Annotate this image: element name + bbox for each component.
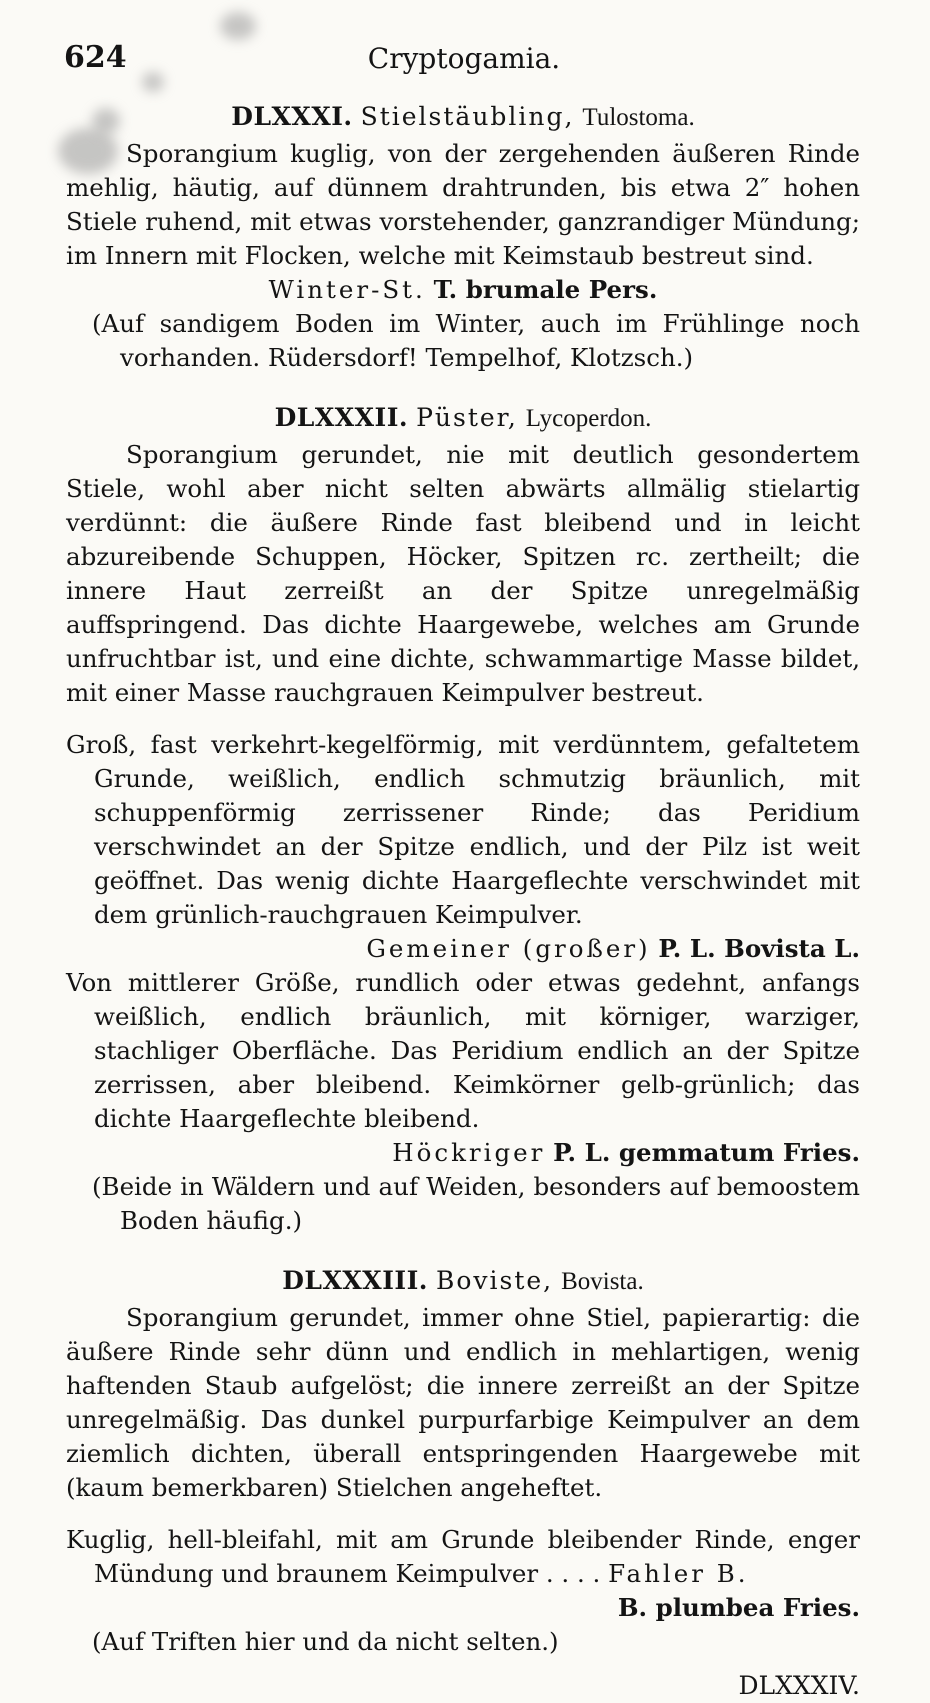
habitat-note: (Auf Triften hier und da nicht selten.) bbox=[92, 1627, 559, 1656]
running-title: Cryptogamia. bbox=[367, 42, 561, 75]
section-number: DLXXXII. bbox=[274, 403, 409, 432]
species-german: Fahler B. bbox=[608, 1559, 749, 1588]
species-german: Gemeiner (großer) bbox=[366, 934, 651, 963]
species-description-text: Kuglig, hell-bleifahl, mit am Grunde bleibender Rinde, enger Mündung und braunem Keimpulver . . . . bbox=[66, 1525, 860, 1588]
species-description bbox=[66, 1523, 860, 1591]
species-name bbox=[66, 932, 860, 966]
genus-german: Stielstäubling, bbox=[360, 102, 575, 131]
section-number: DLXXXIII. bbox=[282, 1266, 428, 1295]
page-number: 624 bbox=[64, 40, 127, 75]
genus-latin: Lycoperdon. bbox=[525, 405, 652, 432]
page-body bbox=[66, 100, 860, 1703]
species-german: Winter-St. bbox=[268, 275, 426, 304]
section-heading bbox=[66, 1264, 860, 1299]
genus-description: Sporangium gerundet, immer ohne Stiel, papierartig: die äußere Rinde sehr dünn und endlich in mehlartigen, wenig haftenden Staub aufgelöst; die innere zerreißt an der Spitze unregelmäßig. Das dunkel purpurfarbige Keimpulver an dem ziemlich dichten, überall entspringenden Haargewebe mit (kaum bemerkbaren) Stielchen angeheftet. bbox=[66, 1303, 860, 1502]
genus-description: Sporangium gerundet, nie mit deutlich gesondertem Stiele, wohl aber nicht selten abwärts allmälig stielartig verdünnt: die äußere Rinde fast bleibend und in leicht abzureibende Schuppen, Höcker, Spitzen rc. zertheilt; die innere Haut zerreißt an der Spitze unregelmäßig auffspringend. Das dichte Haargewebe, welches am Grunde unfruchtbar ist, und eine dichte, schwammartige Masse bildet, mit einer Masse rauchgrauen Keimpulver bestreut. bbox=[66, 440, 860, 707]
genus-german: Püster, bbox=[416, 403, 518, 432]
section-number: DLXXXI. bbox=[231, 102, 353, 131]
genus-description: Sporangium kuglig, von der zergehenden äußeren Rinde mehlig, häutig, auf dünnem drahtrunden, bis etwa 2″ hohen Stiele ruhend, mit etwas vorstehender, ganzrandiger Mündung; im Innern mit Flocken, welche mit Keimstaub bestreut sind. bbox=[66, 139, 860, 270]
genus-latin: Tulostoma. bbox=[582, 104, 695, 131]
species-description: Von mittlerer Größe, rundlich oder etwas gedehnt, anfangs weißlich, endlich bräunlich, mit körniger, warziger, stachliger Oberfläche. Das Peridium endlich an der Spitze zerrissen, aber bleibend. Keimkörner gelb-grünlich; das dichte Haargeflechte bleibend. bbox=[66, 968, 860, 1133]
habitat-note: (Beide in Wäldern und auf Weiden, besonders auf bemoostem Boden häufig.) bbox=[92, 1172, 860, 1235]
habitat-note: (Auf sandigem Boden im Winter, auch im Frühlinge noch vorhanden. Rüdersdorf! Tempelhof, Klotzsch.) bbox=[92, 309, 860, 372]
genus-german: Boviste, bbox=[435, 1266, 554, 1295]
stain-mark bbox=[220, 12, 256, 40]
genus-latin: Bovista. bbox=[561, 1268, 644, 1295]
species-latin: B. plumbea Fries. bbox=[617, 1593, 860, 1622]
catchword: DLXXXIV. bbox=[738, 1671, 860, 1700]
page-header bbox=[64, 40, 864, 84]
species-latin: P. L. gemmatum Fries. bbox=[553, 1138, 860, 1167]
species-name bbox=[66, 273, 860, 307]
species-latin: P. L. Bovista L. bbox=[658, 934, 860, 963]
species-name bbox=[66, 1136, 860, 1170]
species-name bbox=[66, 1591, 860, 1625]
species-description: Groß, fast verkehrt-kegelförmig, mit verdünntem, gefaltetem Grunde, weißlich, endlich schmutzig bräunlich, mit schuppenförmig zerrissener Rinde; das Peridium verschwindet an der Spitze endlich, und der Pilz ist weit geöffnet. Das wenig dichte Haargeflechte verschwindet mit dem grünlich-rauchgrauen Keimpulver. bbox=[66, 730, 860, 929]
section-heading bbox=[66, 401, 860, 436]
species-german: Höckriger bbox=[392, 1138, 546, 1167]
section-heading bbox=[66, 100, 860, 135]
species-latin: T. brumale Pers. bbox=[433, 275, 658, 304]
